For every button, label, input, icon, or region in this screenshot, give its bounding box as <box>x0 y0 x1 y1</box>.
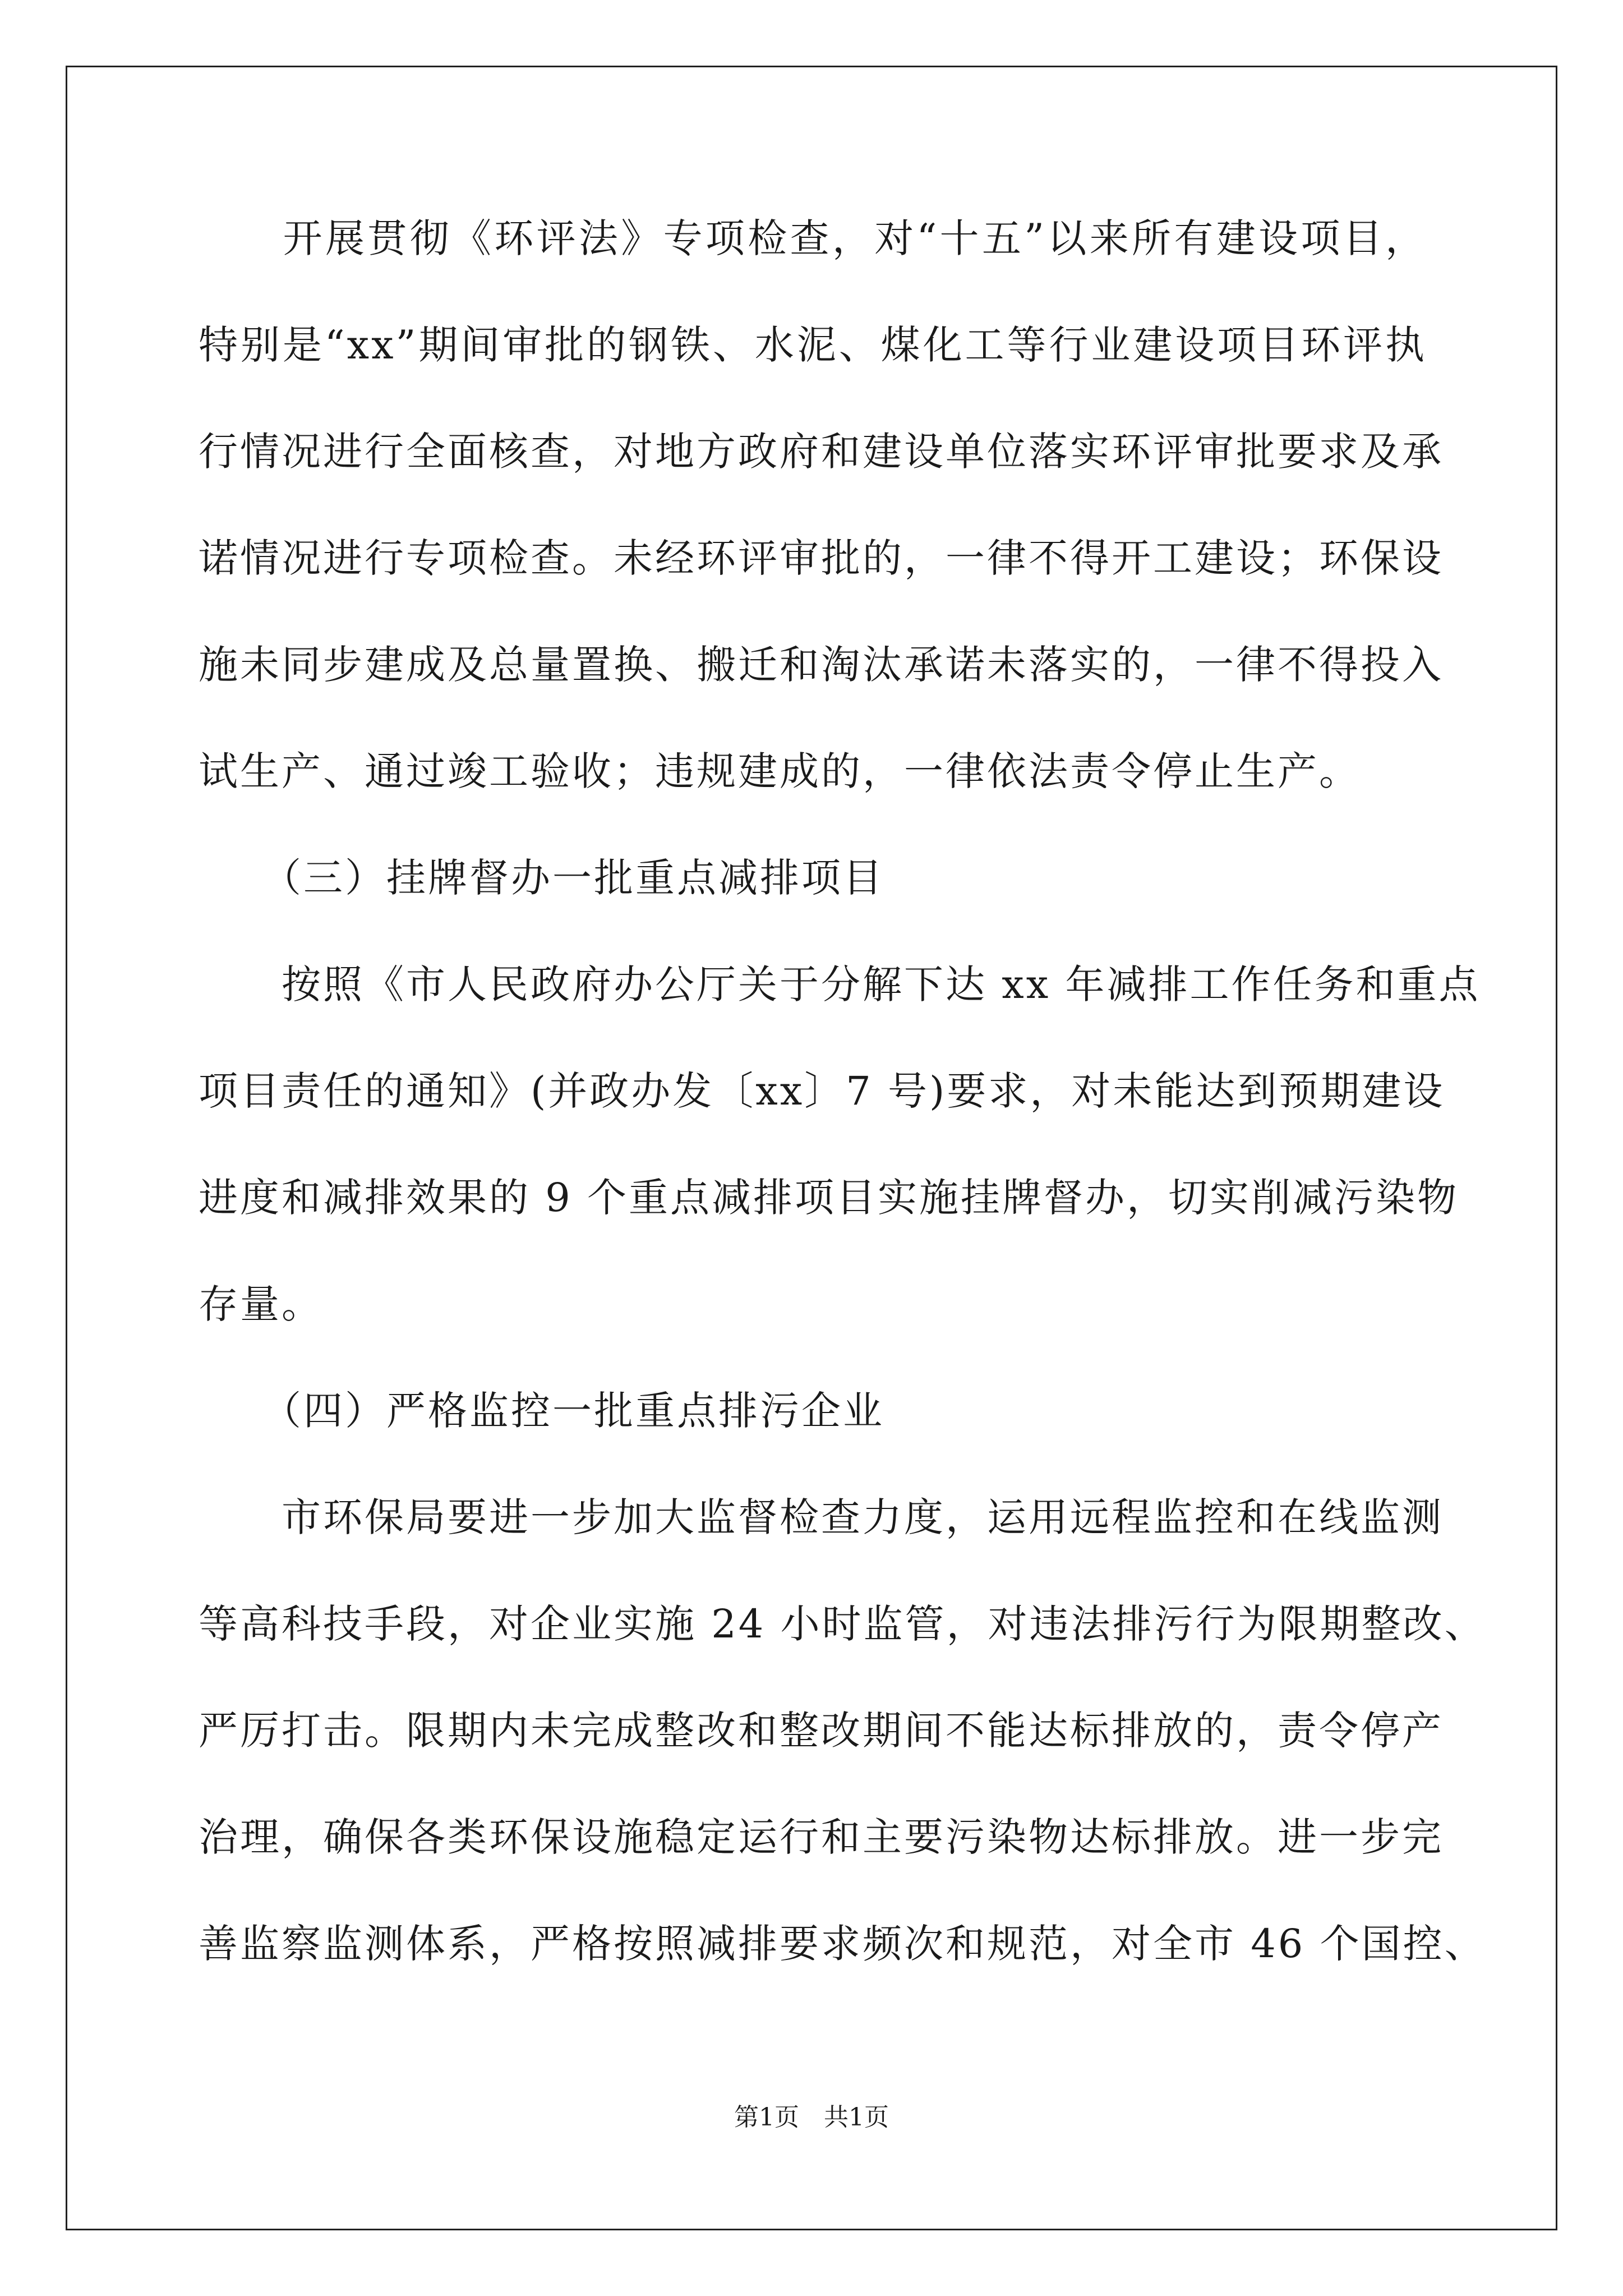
text-line: 试生产、通过竣工验收；违规建成的，一律依法责令停止生产。 <box>199 748 1361 794</box>
page-border <box>66 66 1557 2230</box>
text-line: 项目责任的通知》(并政办发〔xx〕7 号)要求，对未能达到预期建设 <box>199 1068 1445 1114</box>
text-line: 行情况进行全面核查，对地方政府和建设单位落实环评审批要求及承 <box>199 429 1444 475</box>
text-line: 进度和减排效果的 9 个重点减排项目实施挂牌督办，切实削减污染物 <box>199 1175 1459 1221</box>
text-line: 开展贯彻《环评法》专项检查，对“十五”以来所有建设项目， <box>199 215 1427 261</box>
text-line: 等高科技手段，对企业实施 24 小时监管，对违法排污行为限期整改、 <box>199 1601 1486 1647</box>
text-line: 按照《市人民政府办公厅关于分解下达 xx 年减排工作任务和重点 <box>199 961 1481 1007</box>
text-line: 诺情况进行专项检查。未经环评审批的，一律不得开工建设；环保设 <box>199 535 1444 581</box>
text-line: 治理，确保各类环保设施稳定运行和主要污染物达标排放。进一步完 <box>199 1814 1444 1860</box>
text-line: 严厉打击。限期内未完成整改和整改期间不能达标排放的，责令停产 <box>199 1708 1444 1754</box>
text-line: 特别是“xx”期间审批的钢铁、水泥、煤化工等行业建设项目环评执 <box>199 322 1427 368</box>
text-line: 善监察监测体系，严格按照减排要求频次和规范，对全市 46 个国控、 <box>199 1921 1486 1967</box>
text-line: 存量。 <box>199 1281 323 1327</box>
text-line: 施未同步建成及总量置换、搬迁和淘汰承诺未落实的，一律不得投入 <box>199 642 1444 688</box>
text-line: 市环保局要进一步加大监督检查力度，运用远程监控和在线监测 <box>199 1494 1444 1540</box>
section-heading: （四）严格监控一批重点排污企业 <box>199 1388 884 1434</box>
page-number-footer: 第1页 共1页 <box>734 2103 889 2132</box>
section-heading: （三）挂牌督办一批重点减排项目 <box>199 855 884 901</box>
